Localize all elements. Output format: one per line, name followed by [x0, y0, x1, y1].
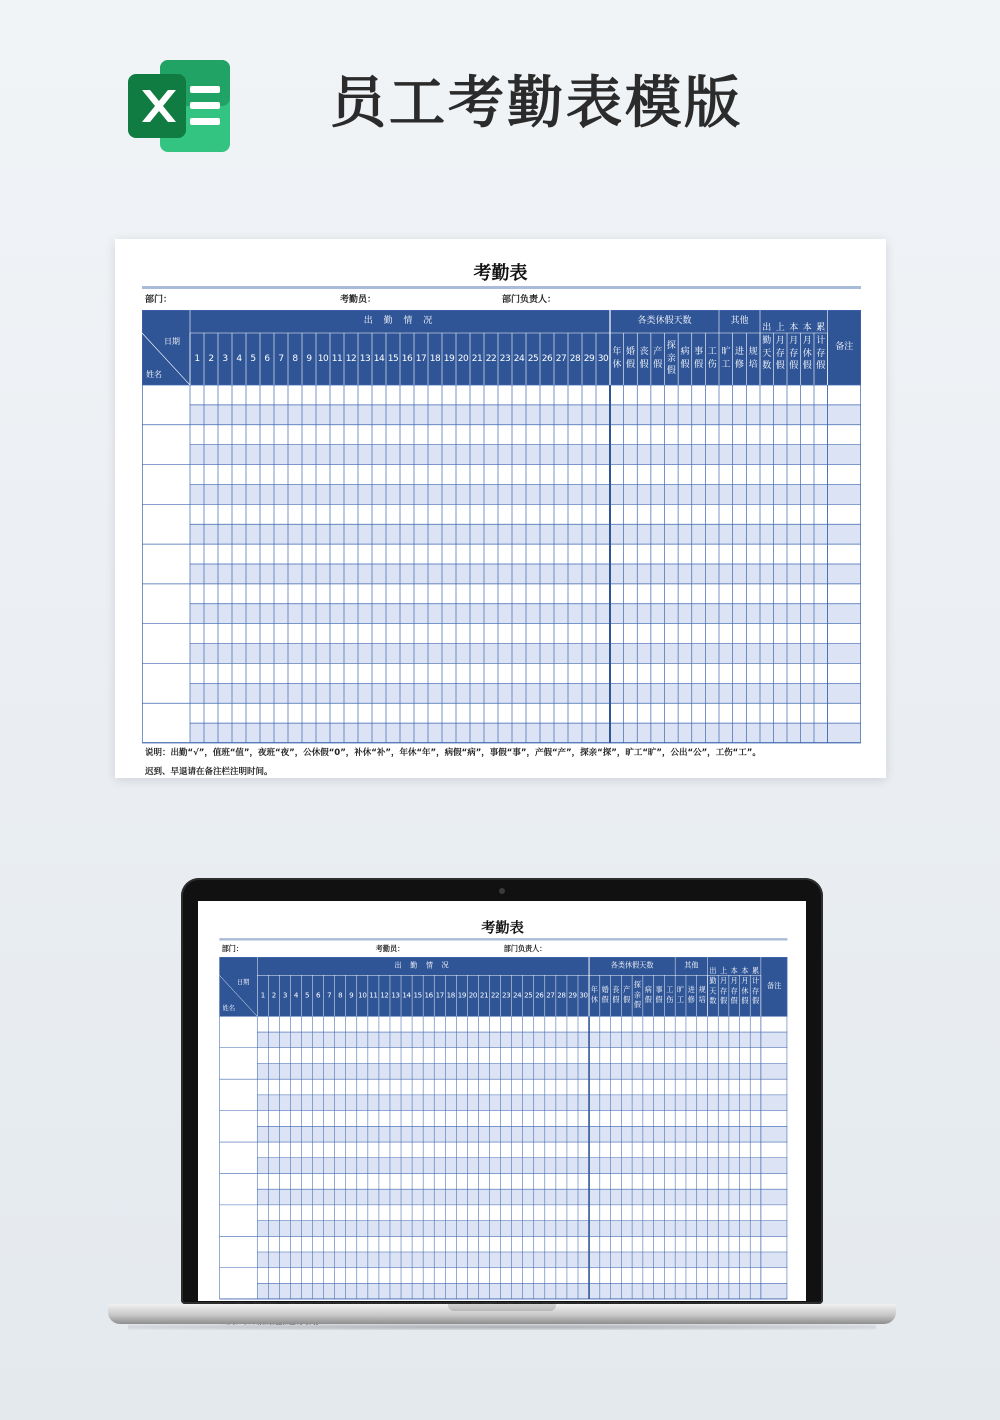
corner-name-label: 姓名	[222, 1004, 236, 1012]
attendance-header: 出 勤 情 况	[394, 961, 452, 970]
day-column-header-label: 12	[380, 991, 389, 1000]
day-column-header	[246, 333, 260, 385]
leave-column-header	[637, 333, 651, 385]
summary-column-header	[718, 957, 729, 1016]
day-column-header	[526, 333, 540, 385]
row-shade	[257, 1283, 787, 1299]
day-column-header	[316, 333, 330, 385]
summary-column-header	[729, 957, 740, 1016]
day-column-header-label: 1	[194, 353, 200, 364]
row-shade	[257, 1221, 787, 1237]
day-column-header-label: 3	[222, 353, 228, 364]
day-column-header-label: 17	[415, 353, 427, 364]
day-column-header-label: 7	[327, 991, 332, 1000]
day-column-header	[301, 975, 312, 1016]
day-column-header-label: 17	[435, 991, 444, 1000]
dept-label: 部门：	[221, 945, 244, 954]
summary-column-header	[814, 310, 828, 385]
leave-column-header	[632, 975, 643, 1016]
other-column-header-label: 旷工	[721, 347, 731, 370]
day-column-header	[401, 975, 412, 1016]
day-column-header-label: 24	[513, 353, 525, 364]
day-column-header-label: 30	[579, 991, 588, 1000]
summary-column-header	[760, 310, 774, 385]
other-column-header	[746, 333, 760, 385]
summary-column-header-label: 本月存假	[730, 967, 738, 1006]
day-column-header	[257, 975, 268, 1016]
summary-column-header-label: 本月休假	[741, 967, 749, 1006]
laptop-base	[108, 1304, 896, 1324]
day-column-header	[456, 333, 470, 385]
day-column-header-label: 19	[443, 353, 455, 364]
day-column-header-label: 6	[316, 991, 321, 1000]
day-column-header-label: 18	[429, 353, 441, 364]
day-column-header	[567, 975, 578, 1016]
leave-column-header	[678, 333, 692, 385]
day-column-header-label: 12	[345, 353, 357, 364]
day-column-header-label: 2	[271, 991, 276, 1000]
day-column-header	[423, 975, 434, 1016]
day-column-header-label: 20	[457, 353, 469, 364]
day-column-header	[540, 333, 554, 385]
day-column-header	[358, 333, 372, 385]
late-note: 迟到、早退请在备注栏注明时间。	[145, 767, 273, 777]
day-column-header	[470, 333, 484, 385]
day-column-header	[456, 975, 467, 1016]
day-column-header	[372, 333, 386, 385]
attendance-sheet-mini	[198, 901, 807, 1327]
leave-header: 各类休假天数	[637, 316, 692, 327]
day-column-header-label: 8	[338, 991, 343, 1000]
row-shade	[257, 1126, 787, 1142]
day-column-header	[344, 333, 358, 385]
dept-head-label: 部门负责人：	[503, 945, 547, 954]
day-column-header-label: 29	[583, 353, 595, 364]
day-column-header	[467, 975, 478, 1016]
row-shade	[257, 1252, 787, 1268]
day-column-header	[445, 975, 456, 1016]
day-column-header-label: 10	[358, 991, 367, 1000]
hero-banner	[0, 0, 1000, 200]
day-column-header	[313, 975, 324, 1016]
day-column-header	[442, 333, 456, 385]
camera-icon	[499, 888, 505, 894]
day-column-header-label: 13	[359, 353, 371, 364]
leave-column-header-label: 探亲假	[633, 981, 642, 1010]
sheet-title: 考勤表	[473, 263, 528, 284]
leave-column-header-label: 婚假	[601, 986, 609, 1005]
day-column-header-label: 22	[490, 991, 500, 1000]
corner-date-label: 日期	[164, 337, 180, 346]
leave-column-header	[654, 975, 665, 1016]
day-column-header-label: 22	[485, 353, 497, 364]
day-column-header	[501, 975, 512, 1016]
other-column-header-label: 旷工	[676, 986, 685, 1005]
row-shade	[257, 1189, 787, 1205]
leave-column-header	[692, 333, 706, 385]
other-column-header	[686, 975, 697, 1016]
title-underline	[142, 286, 861, 289]
excel-icon	[128, 58, 232, 154]
day-column-header	[490, 975, 501, 1016]
day-column-header	[324, 975, 335, 1016]
corner-name-label: 姓名	[146, 370, 162, 379]
leave-column-header-label: 探亲假	[666, 341, 676, 377]
day-column-header	[390, 975, 401, 1016]
day-column-header	[335, 975, 346, 1016]
summary-column-header	[708, 957, 719, 1016]
summary-column-header-label: 上月存假	[775, 323, 785, 372]
row-shade	[257, 1063, 787, 1079]
day-column-header	[534, 975, 545, 1016]
leave-column-header-label: 丧假	[639, 347, 649, 370]
day-column-header-label: 18	[446, 991, 455, 1000]
other-column-header	[719, 333, 733, 385]
sheet-title: 考勤表	[481, 919, 524, 937]
page-title: 员工考勤表模版	[330, 71, 743, 136]
day-column-header-label: 24	[513, 991, 522, 1000]
day-column-header-label: 15	[387, 353, 399, 364]
day-column-header-label: 5	[304, 991, 310, 1000]
other-header: 其他	[730, 316, 749, 327]
day-column-header	[232, 333, 246, 385]
day-column-header	[386, 333, 400, 385]
day-column-header	[512, 333, 526, 385]
leave-column-header	[611, 975, 622, 1016]
day-column-header	[428, 333, 442, 385]
day-column-header-label: 27	[555, 353, 567, 364]
day-column-header	[434, 975, 445, 1016]
day-column-header-label: 28	[569, 353, 581, 364]
day-column-header-label: 23	[501, 991, 511, 1000]
summary-column-header	[801, 310, 815, 385]
row-shade	[257, 1032, 787, 1048]
leave-column-header-label: 病假	[680, 347, 690, 370]
summary-column-header-label: 本月存假	[789, 323, 799, 372]
remark-column-header-label: 备注	[766, 982, 782, 991]
day-column-header	[204, 333, 218, 385]
leave-column-header-label: 事假	[655, 986, 663, 1005]
other-column-header-label: 进修	[687, 986, 695, 1005]
day-column-header	[412, 975, 423, 1016]
day-column-header-label: 20	[468, 991, 478, 1000]
day-column-header-label: 4	[293, 991, 299, 1000]
day-column-header	[498, 333, 512, 385]
day-column-header-label: 16	[424, 991, 433, 1000]
dept-head-label: 部门负责人：	[502, 295, 557, 305]
other-column-header	[675, 975, 686, 1016]
attendance-header: 出 勤 情 况	[363, 316, 437, 327]
leave-column-header-label: 病假	[644, 986, 652, 1005]
other-header: 其他	[684, 961, 699, 970]
day-column-header-label: 27	[546, 991, 555, 1000]
day-column-header-label: 9	[306, 353, 312, 364]
leave-header: 各类休假天数	[610, 961, 654, 970]
sheet-preview-card	[115, 239, 886, 778]
row-shade	[257, 1158, 787, 1174]
day-column-header	[554, 333, 568, 385]
other-column-header	[697, 975, 708, 1016]
leave-column-header-label: 婚假	[625, 347, 635, 370]
day-column-header	[484, 333, 498, 385]
day-column-header-label: 11	[369, 991, 378, 1000]
day-column-header	[414, 333, 428, 385]
summary-column-header	[774, 310, 788, 385]
leave-column-header	[664, 975, 675, 1016]
day-column-header-label: 2	[208, 353, 214, 364]
day-column-header-label: 16	[401, 353, 413, 364]
day-column-header-label: 15	[413, 991, 422, 1000]
leave-column-header-label: 产假	[623, 986, 631, 1005]
other-column-header	[733, 333, 747, 385]
day-column-header-label: 25	[524, 991, 533, 1000]
summary-column-header	[787, 310, 801, 385]
leave-column-header	[643, 975, 654, 1016]
summary-column-header-label: 出勤天数	[709, 967, 717, 1006]
leave-column-header-label: 丧假	[612, 986, 620, 1005]
day-column-header-label: 9	[349, 991, 354, 1000]
leave-column-header	[651, 333, 665, 385]
day-column-header-label: 13	[391, 991, 400, 1000]
dept-label: 部门：	[145, 295, 173, 305]
leave-column-header-label: 年休	[590, 986, 598, 1005]
day-column-header	[568, 333, 582, 385]
laptop-notch	[448, 1304, 556, 1311]
remark-column-header-label: 备注	[835, 342, 854, 353]
leave-column-header-label: 年休	[612, 347, 622, 370]
day-column-header	[274, 333, 288, 385]
day-column-header	[190, 333, 204, 385]
day-column-header	[582, 333, 596, 385]
day-column-header-label: 14	[373, 353, 385, 364]
day-column-header-label: 21	[479, 991, 489, 1000]
day-column-header	[330, 333, 344, 385]
day-column-header-label: 21	[471, 353, 483, 364]
day-column-header	[596, 333, 610, 385]
clerk-label: 考勤员：	[340, 295, 377, 305]
day-column-header-label: 4	[236, 353, 242, 364]
leave-column-header	[624, 333, 638, 385]
day-column-header-label: 14	[402, 991, 411, 1000]
day-column-header-label: 19	[457, 991, 466, 1000]
day-column-header-label: 8	[292, 353, 298, 364]
laptop-shadow	[128, 1324, 876, 1330]
other-column-header-label: 规培	[748, 347, 758, 370]
laptop-screen	[198, 901, 806, 1301]
day-column-header-label: 29	[568, 991, 577, 1000]
remark-column-header	[828, 310, 862, 385]
day-column-header-label: 1	[260, 991, 265, 1000]
day-column-header-label: 26	[541, 353, 553, 364]
other-column-header-label: 进修	[734, 347, 744, 370]
leave-column-header-label: 事假	[694, 347, 704, 370]
summary-column-header-label: 本月休假	[802, 323, 812, 372]
summary-column-header-label: 出勤天数	[762, 323, 772, 372]
legend-note: 说明：出勤“√”，值班“值”，夜班“夜”，公休假“0”，补休“补”，年休“年”，病假“病”，事假“事”，产假“产”，探亲“探”，旷工“旷”，公出“公”，工伤“工”。	[145, 748, 761, 758]
leave-column-header	[589, 975, 600, 1016]
laptop-mockup	[108, 878, 896, 1330]
leave-column-header	[610, 333, 624, 385]
day-column-header	[545, 975, 556, 1016]
leave-column-header	[705, 333, 719, 385]
day-column-header-label: 11	[331, 353, 343, 364]
summary-column-header	[740, 957, 751, 1016]
day-column-header-label: 26	[535, 991, 544, 1000]
attendance-grid	[219, 957, 787, 1299]
day-column-header	[400, 333, 414, 385]
day-column-header-label: 28	[557, 991, 566, 1000]
leave-column-header	[621, 975, 632, 1016]
day-column-header-label: 10	[317, 353, 329, 364]
corner-date-label: 日期	[236, 978, 250, 986]
day-column-header	[279, 975, 290, 1016]
leave-column-header	[600, 975, 611, 1016]
other-column-header-label: 规培	[698, 986, 706, 1005]
clerk-label: 考勤员：	[375, 945, 405, 954]
day-column-header	[478, 975, 489, 1016]
day-column-header	[357, 975, 368, 1016]
day-column-header-label: 30	[597, 353, 609, 364]
leave-column-header-label: 产假	[653, 347, 663, 370]
day-column-header	[578, 975, 589, 1016]
attendance-grid	[142, 310, 861, 743]
day-column-header	[290, 975, 301, 1016]
day-column-header	[512, 975, 523, 1016]
leave-column-header-label: 工伤	[707, 347, 717, 370]
day-column-header	[346, 975, 357, 1016]
attendance-sheet	[115, 239, 886, 778]
summary-column-header-label: 上月存假	[719, 967, 728, 1006]
summary-column-header-label: 累计存假	[816, 323, 826, 372]
day-column-header	[288, 333, 302, 385]
day-column-header-label: 25	[527, 353, 539, 364]
day-column-header	[368, 975, 379, 1016]
day-column-header	[379, 975, 390, 1016]
day-column-header	[523, 975, 534, 1016]
day-column-header	[302, 333, 316, 385]
day-column-header-label: 5	[250, 353, 256, 364]
summary-column-header	[750, 957, 761, 1016]
day-column-header	[218, 333, 232, 385]
laptop-lid	[181, 878, 823, 1304]
day-column-header-label: 3	[282, 991, 287, 1000]
day-column-header	[556, 975, 567, 1016]
day-column-header-label: 23	[499, 353, 511, 364]
day-column-header	[268, 975, 279, 1016]
day-column-header	[260, 333, 274, 385]
remark-column-header	[761, 957, 787, 1016]
day-column-header-label: 7	[278, 353, 284, 364]
leave-column-header-label: 工伤	[666, 986, 674, 1005]
day-column-header-label: 6	[264, 353, 270, 364]
summary-column-header-label: 累计存假	[751, 967, 760, 1006]
leave-column-header	[665, 333, 679, 385]
row-shade	[257, 1095, 787, 1111]
title-underline	[219, 938, 787, 940]
